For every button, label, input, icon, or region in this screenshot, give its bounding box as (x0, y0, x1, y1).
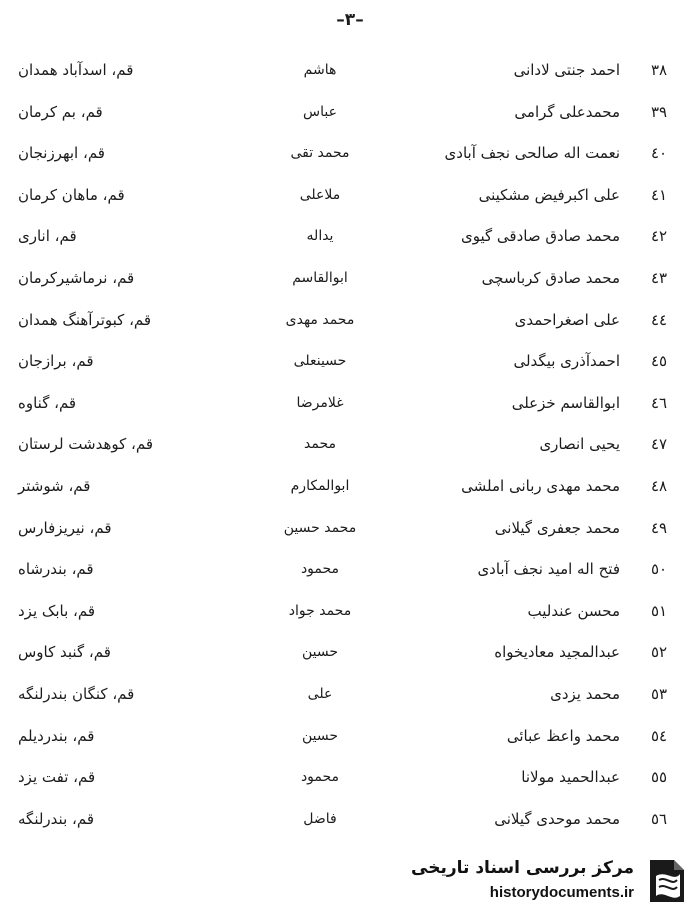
father-name: محمود (300, 769, 340, 786)
table-row (0, 634, 700, 676)
row-number: ٥١ (650, 601, 668, 620)
table-row (0, 135, 700, 177)
table-row (0, 52, 700, 94)
father-name: محمد مهدی (285, 311, 355, 328)
father-name: حسینعلی (293, 353, 347, 370)
location: قم، اسدآباد همدان (18, 61, 134, 79)
person-name: محمد مهدی ربانی املشی (461, 476, 620, 495)
table-row (0, 801, 700, 843)
watermark-url: historydocuments.ir (489, 884, 634, 901)
father-name: عباس (303, 103, 337, 120)
table-row (0, 343, 700, 385)
person-name: محمدعلی گرامی (514, 102, 620, 121)
table-row (0, 302, 700, 344)
row-number: ٥٠ (650, 560, 668, 579)
location: قم، گناوه (18, 393, 77, 412)
person-name: احمد جنتی لادانی (513, 61, 620, 79)
row-number: ٤٦ (650, 393, 668, 412)
person-name: محمد صادق کرباسچی (481, 268, 620, 287)
table-row (0, 593, 700, 635)
row-number: ٤٣ (650, 268, 668, 287)
location: قم، کنگان بندرلنگه (18, 684, 135, 703)
father-name: ملاعلی (299, 186, 341, 203)
row-number: ٤٢ (650, 227, 668, 246)
location: قم، بابک یزد (18, 601, 96, 620)
person-name: فتح اله امید نجف آبادی (477, 560, 620, 579)
location: قم، شوشتر (18, 476, 91, 495)
row-number: ٥٣ (650, 684, 668, 703)
watermark (410, 852, 690, 912)
person-name: محمد واعظ عبائی (506, 726, 620, 745)
row-number: ٤٠ (650, 144, 668, 163)
father-name: محمد حسین (283, 519, 357, 536)
location: قم، نرماشیرکرمان (18, 268, 135, 287)
father-name: محمد جواد (288, 602, 352, 619)
location: قم، اناری (18, 227, 77, 246)
father-name: یداله (306, 228, 334, 245)
table-row (0, 551, 700, 593)
father-name: غلامرضا (296, 394, 344, 411)
father-name: علی (307, 685, 333, 702)
person-name: ابوالقاسم خزعلی (511, 393, 620, 412)
row-number: ٤٥ (650, 352, 668, 371)
row-number: ٥٤ (650, 726, 668, 745)
person-name: محمد یزدی (550, 684, 620, 703)
table-row (0, 94, 700, 136)
father-name: ابوالمکارم (290, 477, 350, 494)
person-name: عبدالحمید مولانا (521, 768, 620, 787)
location: قم، تفت یزد (18, 768, 96, 787)
person-name: یحیی انصاری (539, 435, 620, 454)
person-name: علی اصغراحمدی (514, 310, 620, 329)
location: قم، برازجان (18, 352, 94, 371)
father-name: حسین (301, 644, 339, 661)
person-name: محمد صادق صادقی گیوی (460, 227, 620, 246)
location: قم، نیریزفارس (18, 518, 112, 537)
location: قم، ابهرزنجان (18, 144, 105, 163)
location: قم، ماهان کرمان (18, 185, 125, 204)
location: قم، بندردیلم (18, 726, 95, 745)
father-name: محمد تقی (290, 145, 350, 162)
person-name: علی اکبرفیض مشکینی (478, 185, 620, 204)
person-name: محسن عندلیب (527, 601, 620, 620)
table-row (0, 260, 700, 302)
row-number: ٤٤ (650, 310, 668, 329)
father-name: حسین (301, 727, 339, 744)
table-row (0, 759, 700, 801)
document-archive-icon (644, 856, 690, 906)
father-name: فاضل (303, 810, 337, 827)
row-number: ٤٧ (650, 435, 668, 454)
father-name: هاشم (303, 62, 337, 78)
row-number: ٤٨ (650, 476, 668, 495)
row-number: ٤٩ (650, 518, 668, 537)
location: قم، کبوترآهنگ همدان (18, 310, 152, 329)
person-name: محمد موحدی گیلانی (494, 809, 620, 828)
father-name: ابوالقاسم (292, 269, 348, 286)
table-row (0, 718, 700, 760)
table-row (0, 468, 700, 510)
row-number: ٣٨ (650, 61, 668, 79)
page-number: –٣– (336, 10, 364, 30)
father-name: محمود (300, 561, 340, 578)
watermark-title: مرکز بررسی اسناد تاریخی (411, 858, 634, 878)
row-number: ٣٩ (650, 102, 668, 121)
location: قم، بم کرمان (18, 102, 103, 121)
location: قم، بندرلنگه (18, 809, 95, 828)
father-name: محمد (304, 436, 336, 453)
person-name: محمد جعفری گیلانی (494, 518, 620, 537)
table-row (0, 177, 700, 219)
row-number: ٥٥ (650, 768, 668, 787)
table-row (0, 510, 700, 552)
location: قم، گنبد کاوس (18, 643, 111, 662)
table-row (0, 385, 700, 427)
person-name: نعمت اله صالحی نجف آبادی (444, 144, 620, 163)
table-row (0, 426, 700, 468)
table-row (0, 218, 700, 260)
location: قم، کوهدشت لرستان (18, 435, 154, 454)
row-number: ٤١ (650, 185, 668, 204)
person-name: عبدالمجید معادیخواه (494, 643, 620, 662)
table-row (0, 676, 700, 718)
location: قم، بندرشاه (18, 560, 94, 579)
name-list (0, 52, 700, 842)
row-number: ٥٦ (650, 809, 668, 828)
person-name: احمدآذری بیگدلی (513, 352, 620, 371)
row-number: ٥٢ (650, 643, 668, 662)
